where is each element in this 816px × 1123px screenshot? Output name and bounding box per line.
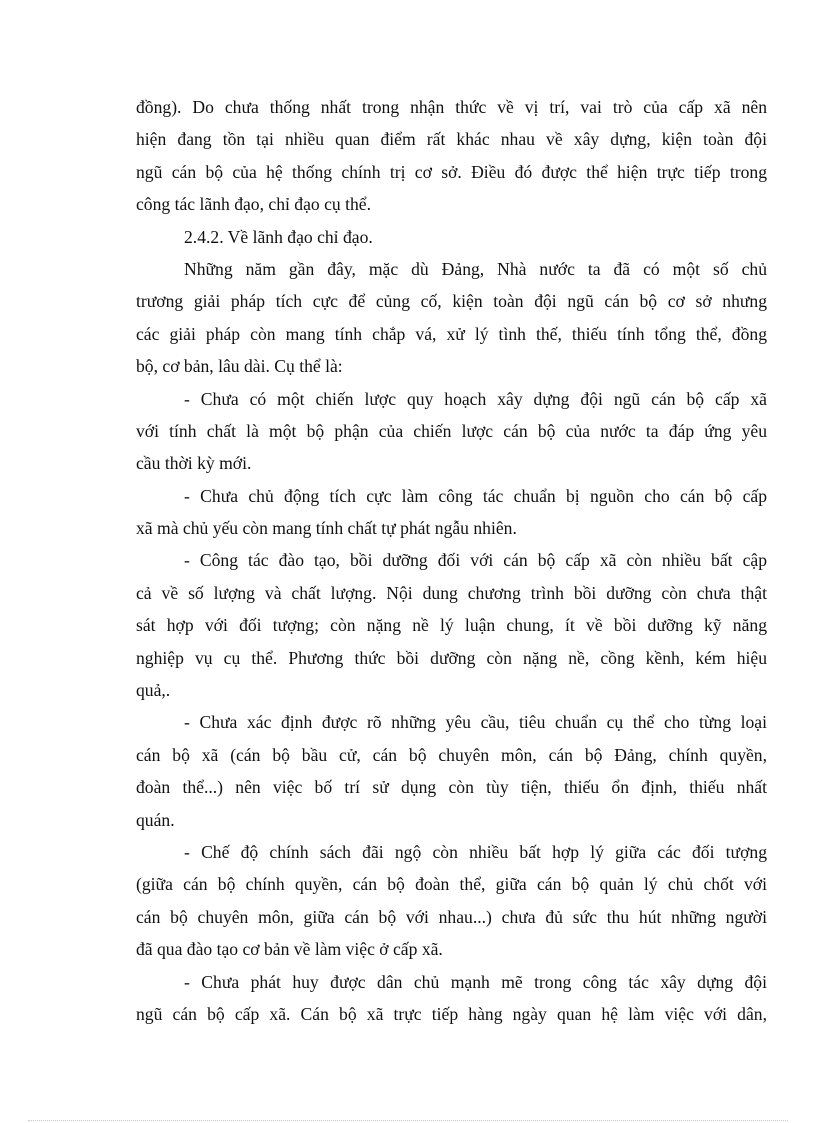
text-line: quán. <box>136 809 175 830</box>
text-line: nghiệp vụ cụ thể. Phương thức bồi dưỡng còn nặng nề, cồng kềnh, kém hiệu <box>136 647 767 668</box>
text-line: hiện đang tồn tại nhiều quan điểm rất khác nhau về xây dựng, kiện toàn đội <box>136 129 767 150</box>
bullet-line: - Chưa chủ động tích cực làm công tác chuẩn bị nguồn cho cán bộ cấp <box>184 485 767 506</box>
text-line: công tác lãnh đạo, chỉ đạo cụ thể. <box>136 194 371 215</box>
text-line: ngũ cán bộ của hệ thống chính trị cơ sở. Điều đó được thể hiện trực tiếp trong <box>136 161 767 182</box>
text-line: đoàn thể...) nên việc bố trí sử dụng còn tùy tiện, thiếu ổn định, thiếu nhất <box>136 777 767 798</box>
bullet-line: - Chưa phát huy được dân chủ mạnh mẽ trong công tác xây dựng đội <box>184 971 767 992</box>
text-line: các giải pháp còn mang tính chắp vá, xử lý tình thế, thiếu tính tổng thể, đồng <box>136 323 767 344</box>
text-line: cán bộ xã (cán bộ bầu cử, cán bộ chuyên môn, cán bộ Đảng, chính quyền, <box>136 744 767 765</box>
document-body <box>136 91 767 1030</box>
text-line: xã mà chủ yếu còn mang tính chất tự phát ngẫu nhiên. <box>136 518 517 539</box>
text-line: trương giải pháp tích cực để củng cố, kiện toàn đội ngũ cán bộ cơ sở nhưng <box>136 291 767 312</box>
text-line: đồng). Do chưa thống nhất trong nhận thức về vị trí, vai trò của cấp xã nên <box>136 97 767 117</box>
text-line: quả,. <box>136 680 171 701</box>
text-line: (giữa cán bộ chính quyền, cán bộ đoàn thể, giữa cán bộ quản lý chủ chốt với <box>136 874 767 895</box>
page-bottom-divider <box>28 1120 788 1121</box>
text-line: Những năm gần đây, mặc dù Đảng, Nhà nước ta đã có một số chủ <box>184 258 767 279</box>
text-line: đã qua đào tạo cơ bản về làm việc ở cấp xã. <box>136 939 443 960</box>
text-line: với tính chất là một bộ phận của chiến lược cán bộ của nước ta đáp ứng yêu <box>136 420 767 441</box>
text-line: bộ, cơ bản, lâu dài. Cụ thể là: <box>136 356 343 377</box>
bullet-line: - Chế độ chính sách đãi ngộ còn nhiều bất hợp lý giữa các đối tượng <box>184 841 767 862</box>
text-line: ngũ cán bộ cấp xã. Cán bộ xã trực tiếp hàng ngày quan hệ làm việc với dân, <box>136 1003 767 1024</box>
text-line: sát hợp với đối tượng; còn nặng nề lý luận chung, ít về bồi dưỡng kỹ năng <box>136 615 767 636</box>
bullet-line: - Công tác đào tạo, bồi dưỡng đối với cán bộ cấp xã còn nhiều bất cập <box>184 550 767 571</box>
text-line: cán bộ chuyên môn, giữa cán bộ với nhau...) chưa đủ sức thu hút những người <box>136 906 767 927</box>
text-line: cả về số lượng và chất lượng. Nội dung chương trình bồi dưỡng còn chưa thật <box>136 582 767 603</box>
bullet-line: - Chưa có một chiến lược quy hoạch xây dựng đội ngũ cán bộ cấp xã <box>184 388 767 409</box>
bullet-line: - Chưa xác định được rõ những yêu cầu, tiêu chuẩn cụ thể cho từng loại <box>184 712 767 733</box>
text-line: cầu thời kỳ mới. <box>136 453 252 474</box>
section-heading: 2.4.2. Về lãnh đạo chỉ đạo. <box>184 226 373 247</box>
